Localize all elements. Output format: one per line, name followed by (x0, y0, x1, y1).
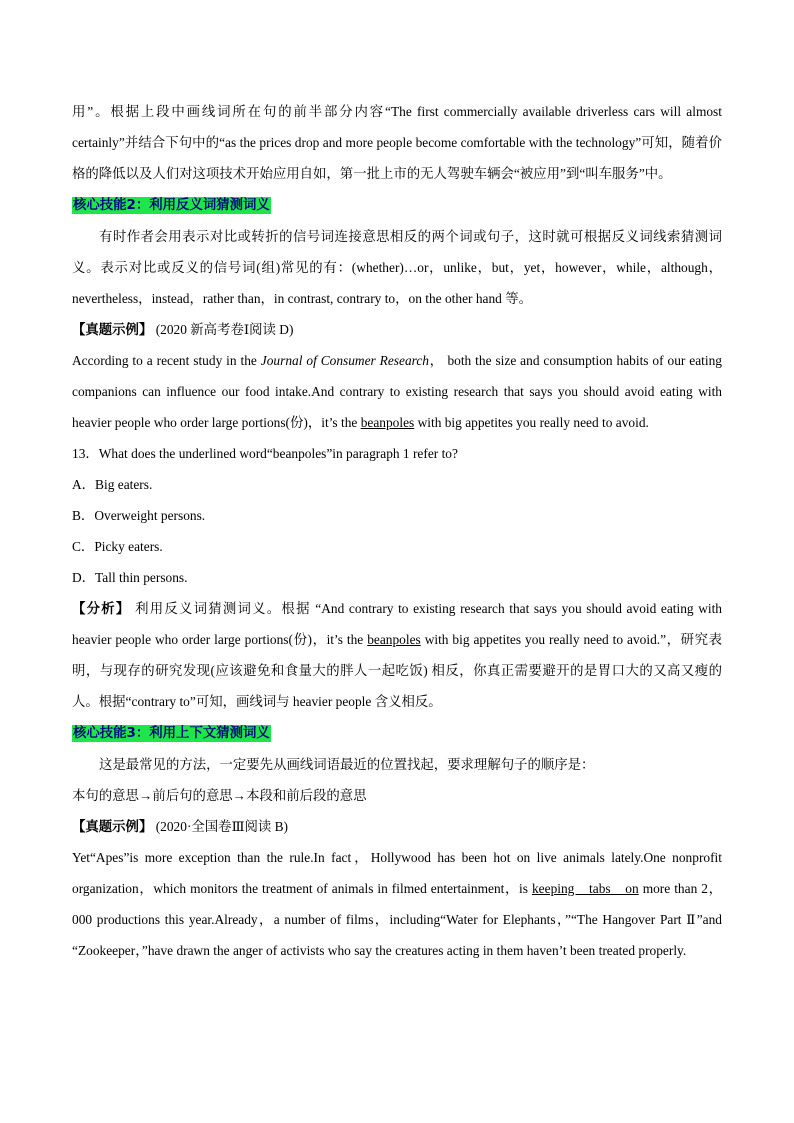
skill-2-heading-line (72, 189, 722, 221)
journal-name: Journal of Consumer Research (260, 353, 429, 368)
skill-3-heading-line (72, 717, 722, 749)
question-13: 13．What does the underlined word“beanpoles”in paragraph 1 refer to? (72, 446, 458, 461)
passage-text-c: with big appetites you really need to avoid. (414, 415, 649, 430)
analysis-1 (72, 593, 722, 717)
passage-text-b: ， both the size and consumption habits of our eating companions can influence our food intake.And contrary to existing research that says you should avoid eating with heavier people who order large portions(份)，it’s the (72, 353, 722, 430)
example-2-passage (72, 842, 722, 966)
example-2-source: (2020·全国卷Ⅲ阅读 B) (155, 819, 289, 834)
option-a: A．Big eaters. (72, 477, 153, 492)
underlined-phrase: keeping tabs on (531, 881, 639, 896)
example-2-label: 【真题示例】 (72, 819, 153, 834)
example-1-source: (2020 新高考卷Ⅰ阅读 D) (155, 322, 294, 337)
underlined-word: beanpoles (360, 415, 415, 430)
option-d: D．Tall thin persons. (72, 570, 188, 585)
example-2-header (72, 811, 722, 842)
skill-3-heading: 核心技能3：利用上下文猜测词义 (73, 726, 270, 741)
passage-2-text-b: more than 2，000 productions this year.Already，a number of films，including“Water for Elephants，”“The Hangover Part Ⅱ”and “Zookeeper，”have drawn the anger of activists who say the creatures acting in them haven’t been treated properly. (72, 881, 722, 958)
example-1-label: 【真题示例】 (72, 322, 153, 337)
analysis-text-a: 利用反义词猜测词义。根据 “And contrary to existing research that says you should avoid eating with heavier people who order large portions(份)，it’s the (72, 601, 723, 647)
example-1-header (72, 314, 722, 345)
option-c: C．Picky eaters. (72, 539, 163, 554)
analysis-label: 【分析】 (72, 601, 131, 616)
skill-2-body: 有时作者会用表示对比或转折的信号词连接意思相反的两个词或句子，这时就可根据反义词线索猜测词义。表示对比或反义的信号词(组)常见的有：(whether)…or，unlike，but，yet，however，while，although，nevertheless，instead，rather than，in contrast, contrary to，on the other hand 等。 (72, 229, 722, 306)
analysis-underlined-word: beanpoles (367, 632, 421, 647)
passage-2-text-a: Yet“Apes”is more exception than the rule.In fact，Hollywood has been hot on live animals lately.One nonprofit organization，which monitors the treatment of animals in filmed entertainment，is (72, 850, 722, 896)
document-page (72, 96, 722, 966)
paragraph-continuation: 用”。根据上段中画线词所在句的前半部分内容“The first commercially available driverless cars will almost certainly”并结合下句中的“as the prices drop and more people become comfortable with the technology”可知，随着价格的降低以及人们对这项技术开始应用自如，第一批上市的无人驾驶车辆会“被应用”到“叫车服务”中。 (72, 104, 722, 181)
skill-3-body: 这是最常见的方法，一定要先从画线词语最近的位置找起，要求理解句子的顺序是： (99, 757, 595, 772)
analysis-text-b: with big appetites you really need to avoid.”，研究表明，与现存的研究发现(应该避免和食量大的胖人一起吃饭) 相反，你真正需要避开的是胃口大的又高又瘦的人。根据“contrary to”可知，画线词与 heavier people 含义相反。 (72, 632, 723, 709)
example-1-passage (72, 345, 722, 438)
option-b: B．Overweight persons. (72, 508, 206, 523)
skill-3-order: 本句的意思→前后句的意思→本段和前后段的意思 (72, 788, 367, 803)
passage-text-a: According to a recent study in the (72, 353, 261, 368)
skill-2-heading: 核心技能2：利用反义词猜测词义 (73, 198, 270, 213)
